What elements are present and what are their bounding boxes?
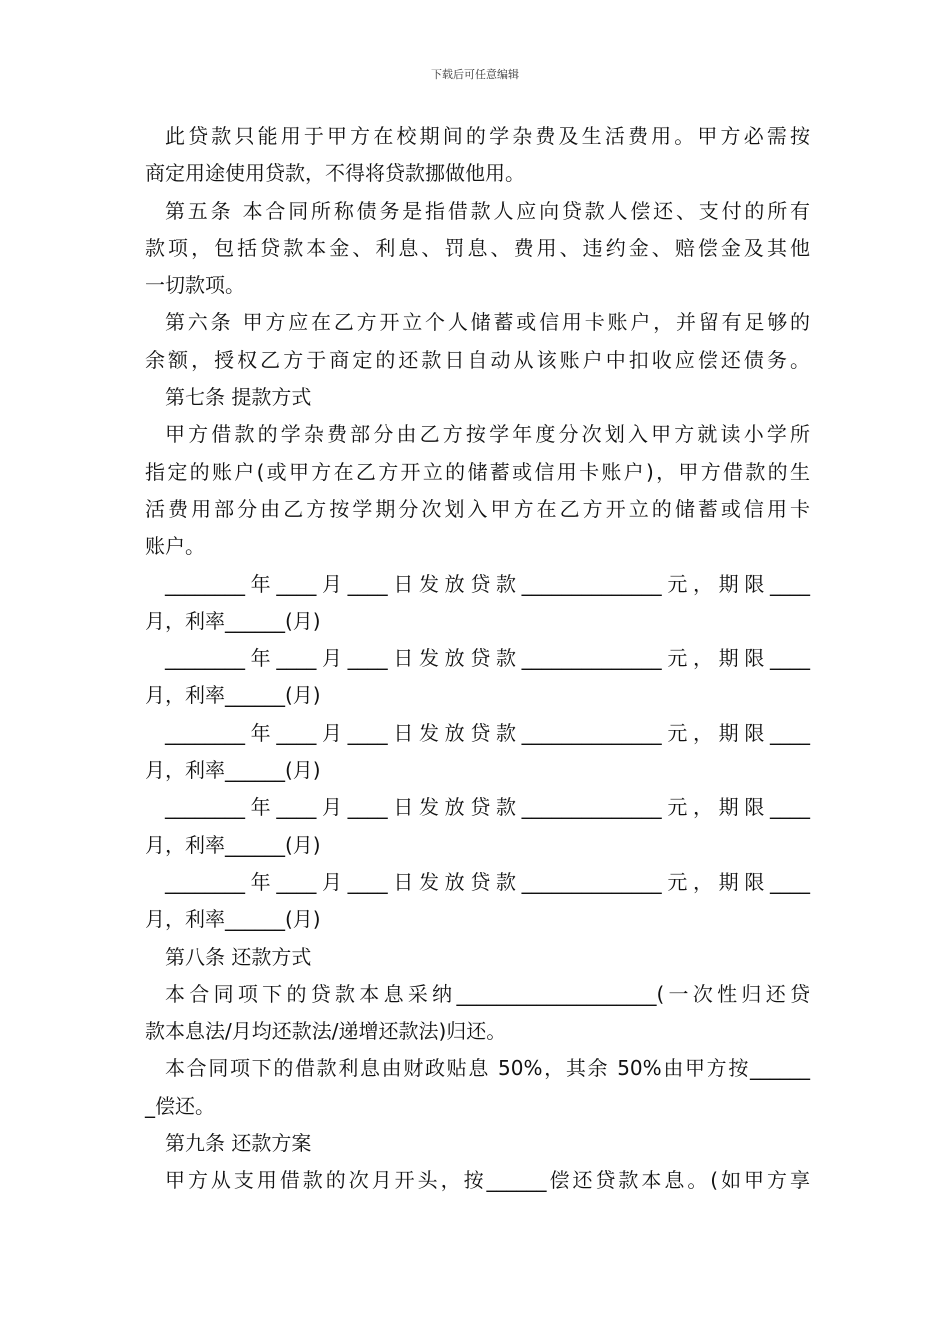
text-line: 第七条 提款方式 (165, 385, 312, 410)
text-line: 月，利率______(月) (145, 907, 321, 932)
text-line: 此贷款只能用于甲方在校期间的学杂费及生活费用。甲方必需按 (165, 124, 810, 148)
text-line: 指定的账户(或甲方在乙方开立的储蓄或信用卡账户)，甲方借款的生 (145, 459, 810, 484)
text-line: 商定用途使用贷款，不得将贷款挪做他用。 (145, 161, 525, 186)
text-line: ________年____月____日发放贷款______________元，期限____ (165, 795, 810, 820)
text-line: 活费用部分由乙方按学期分次划入甲方在乙方开立的储蓄或信用卡 (145, 496, 810, 521)
text-line: 本合同项下的贷款本息采纳____________________(一次性归还贷 (165, 981, 810, 1006)
text-line: 款本息法/月均还款法/递增还款法)归还。 (145, 1019, 507, 1044)
page-header: 下载后可任意编辑 (431, 68, 519, 81)
text-line: ________年____月____日发放贷款______________元，期限____ (165, 720, 810, 745)
text-line: 甲方借款的学杂费部分由乙方按学年度分次划入甲方就读小学所 (165, 422, 810, 447)
text-line: ________年____月____日发放贷款______________元，期限____ (165, 869, 810, 894)
text-line: 第九条 还款方案 (165, 1131, 312, 1156)
text-line: 款项，包括贷款本金、利息、罚息、费用、违约金、赔偿金及其他 (145, 235, 810, 260)
text-line: 第八条 还款方式 (165, 944, 312, 969)
text-line: 第六条 甲方应在乙方开立个人储蓄或信用卡账户，并留有足够的 (165, 310, 810, 335)
text-line: ________年____月____日发放贷款______________元，期限____ (165, 646, 810, 671)
text-line: ________年____月____日发放贷款______________元，期限____ (165, 571, 810, 596)
text-line: _偿还。 (145, 1093, 215, 1118)
text-line: 本合同项下的借款利息由财政贴息 50%，其余 50%由甲方按______ (165, 1056, 810, 1081)
text-line: 月，利率______(月) (145, 758, 321, 783)
text-line: 第五条 本合同所称债务是指借款人应向贷款人偿还、支付的所有 (165, 198, 810, 223)
text-line: 账户。 (145, 534, 205, 559)
text-line: 甲方从支用借款的次月开头，按______偿还贷款本息。(如甲方享 (165, 1168, 810, 1193)
text-line: 余额，授权乙方于商定的还款日自动从该账户中扣收应偿还债务。 (145, 347, 810, 372)
text-line: 月，利率______(月) (145, 608, 321, 633)
document-body (145, 118, 810, 1200)
text-line: 月，利率______(月) (145, 832, 321, 857)
text-line: 月，利率______(月) (145, 683, 321, 708)
text-line: 一切款项。 (145, 273, 245, 298)
